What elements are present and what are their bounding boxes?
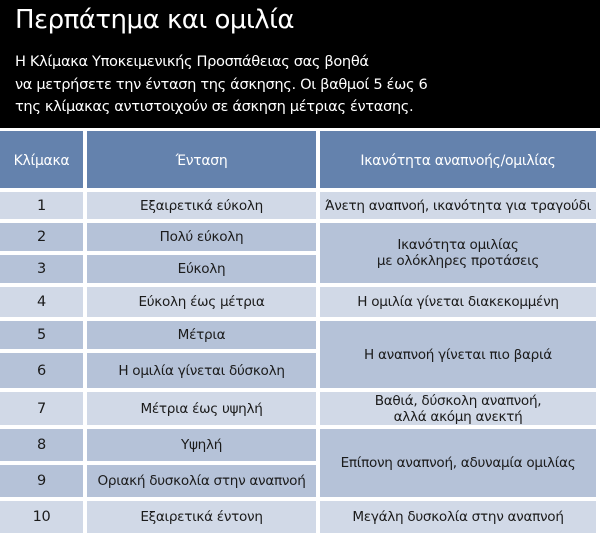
scale-cell: 4 (0, 287, 83, 317)
column-header-scale: Κλίμακα (0, 131, 83, 188)
scale-cell: 2 (0, 223, 83, 251)
description (15, 51, 595, 119)
column-header-intensity: Ένταση (87, 131, 316, 188)
scale-cell: 9 (0, 465, 83, 497)
breathing-cell: Επίπονη αναπνοή, αδυναμία ομιλίας (320, 429, 596, 497)
intensity-cell: Υψηλή (87, 429, 316, 461)
scale-cell: 8 (0, 429, 83, 461)
description-line: να μετρήσετε την ένταση της άσκησης. Οι βαθμοί 5 έως 6 (15, 75, 428, 93)
intensity-cell: Μέτρια (87, 321, 316, 349)
scale-cell: 7 (0, 392, 83, 425)
breathing-cell (320, 223, 596, 283)
scale-cell: 6 (0, 353, 83, 388)
intensity-cell: Οριακή δυσκολία στην αναπνοή (87, 465, 316, 497)
scale-cell: 10 (0, 501, 83, 533)
breathing-cell (320, 392, 596, 425)
breathing-cell: Η αναπνοή γίνεται πιο βαριά (320, 321, 596, 388)
breathing-cell: Άνετη αναπνοή, ικανότητα για τραγούδι (320, 192, 596, 219)
intensity-cell: Εξαιρετικά έντονη (87, 501, 316, 533)
breathing-line: Ικανότητα ομιλίας (397, 237, 519, 253)
scale-cell: 3 (0, 255, 83, 283)
description-line: της κλίμακας αντιστοιχούν σε άσκηση μέτριας έντασης. (15, 98, 414, 115)
breathing-line: με ολόκληρες προτάσεις (376, 253, 540, 269)
breathing-cell: Η ομιλία γίνεται διακεκομμένη (320, 287, 596, 317)
intensity-cell: Πολύ εύκολη (87, 223, 316, 251)
description-line: Η Κλίμακα Υποκειμενικής Προσπάθειας σας βοηθά (15, 53, 369, 70)
breathing-cell: Μεγάλη δυσκολία στην αναπνοή (320, 501, 596, 533)
intensity-cell: Εύκολη (87, 255, 316, 283)
scale-cell: 1 (0, 192, 83, 219)
column-header-breathing: Ικανότητα αναπνοής/ομιλίας (320, 131, 596, 188)
intensity-cell: Μέτρια έως υψηλή (87, 392, 316, 425)
exertion-scale-table (0, 131, 596, 539)
intensity-cell: Η ομιλία γίνεται δύσκολη (87, 353, 316, 388)
breathing-line: αλλά ακόμη ανεκτή (393, 408, 523, 425)
intensity-cell: Εύκολη έως μέτρια (87, 287, 316, 317)
breathing-line: Βαθιά, δύσκολη αναπνοή, (374, 392, 542, 409)
title-banner (0, 0, 600, 128)
intensity-cell: Εξαιρετικά εύκολη (87, 192, 316, 219)
scale-cell: 5 (0, 321, 83, 349)
page-title: Περπάτημα και ομιλία (15, 5, 295, 35)
